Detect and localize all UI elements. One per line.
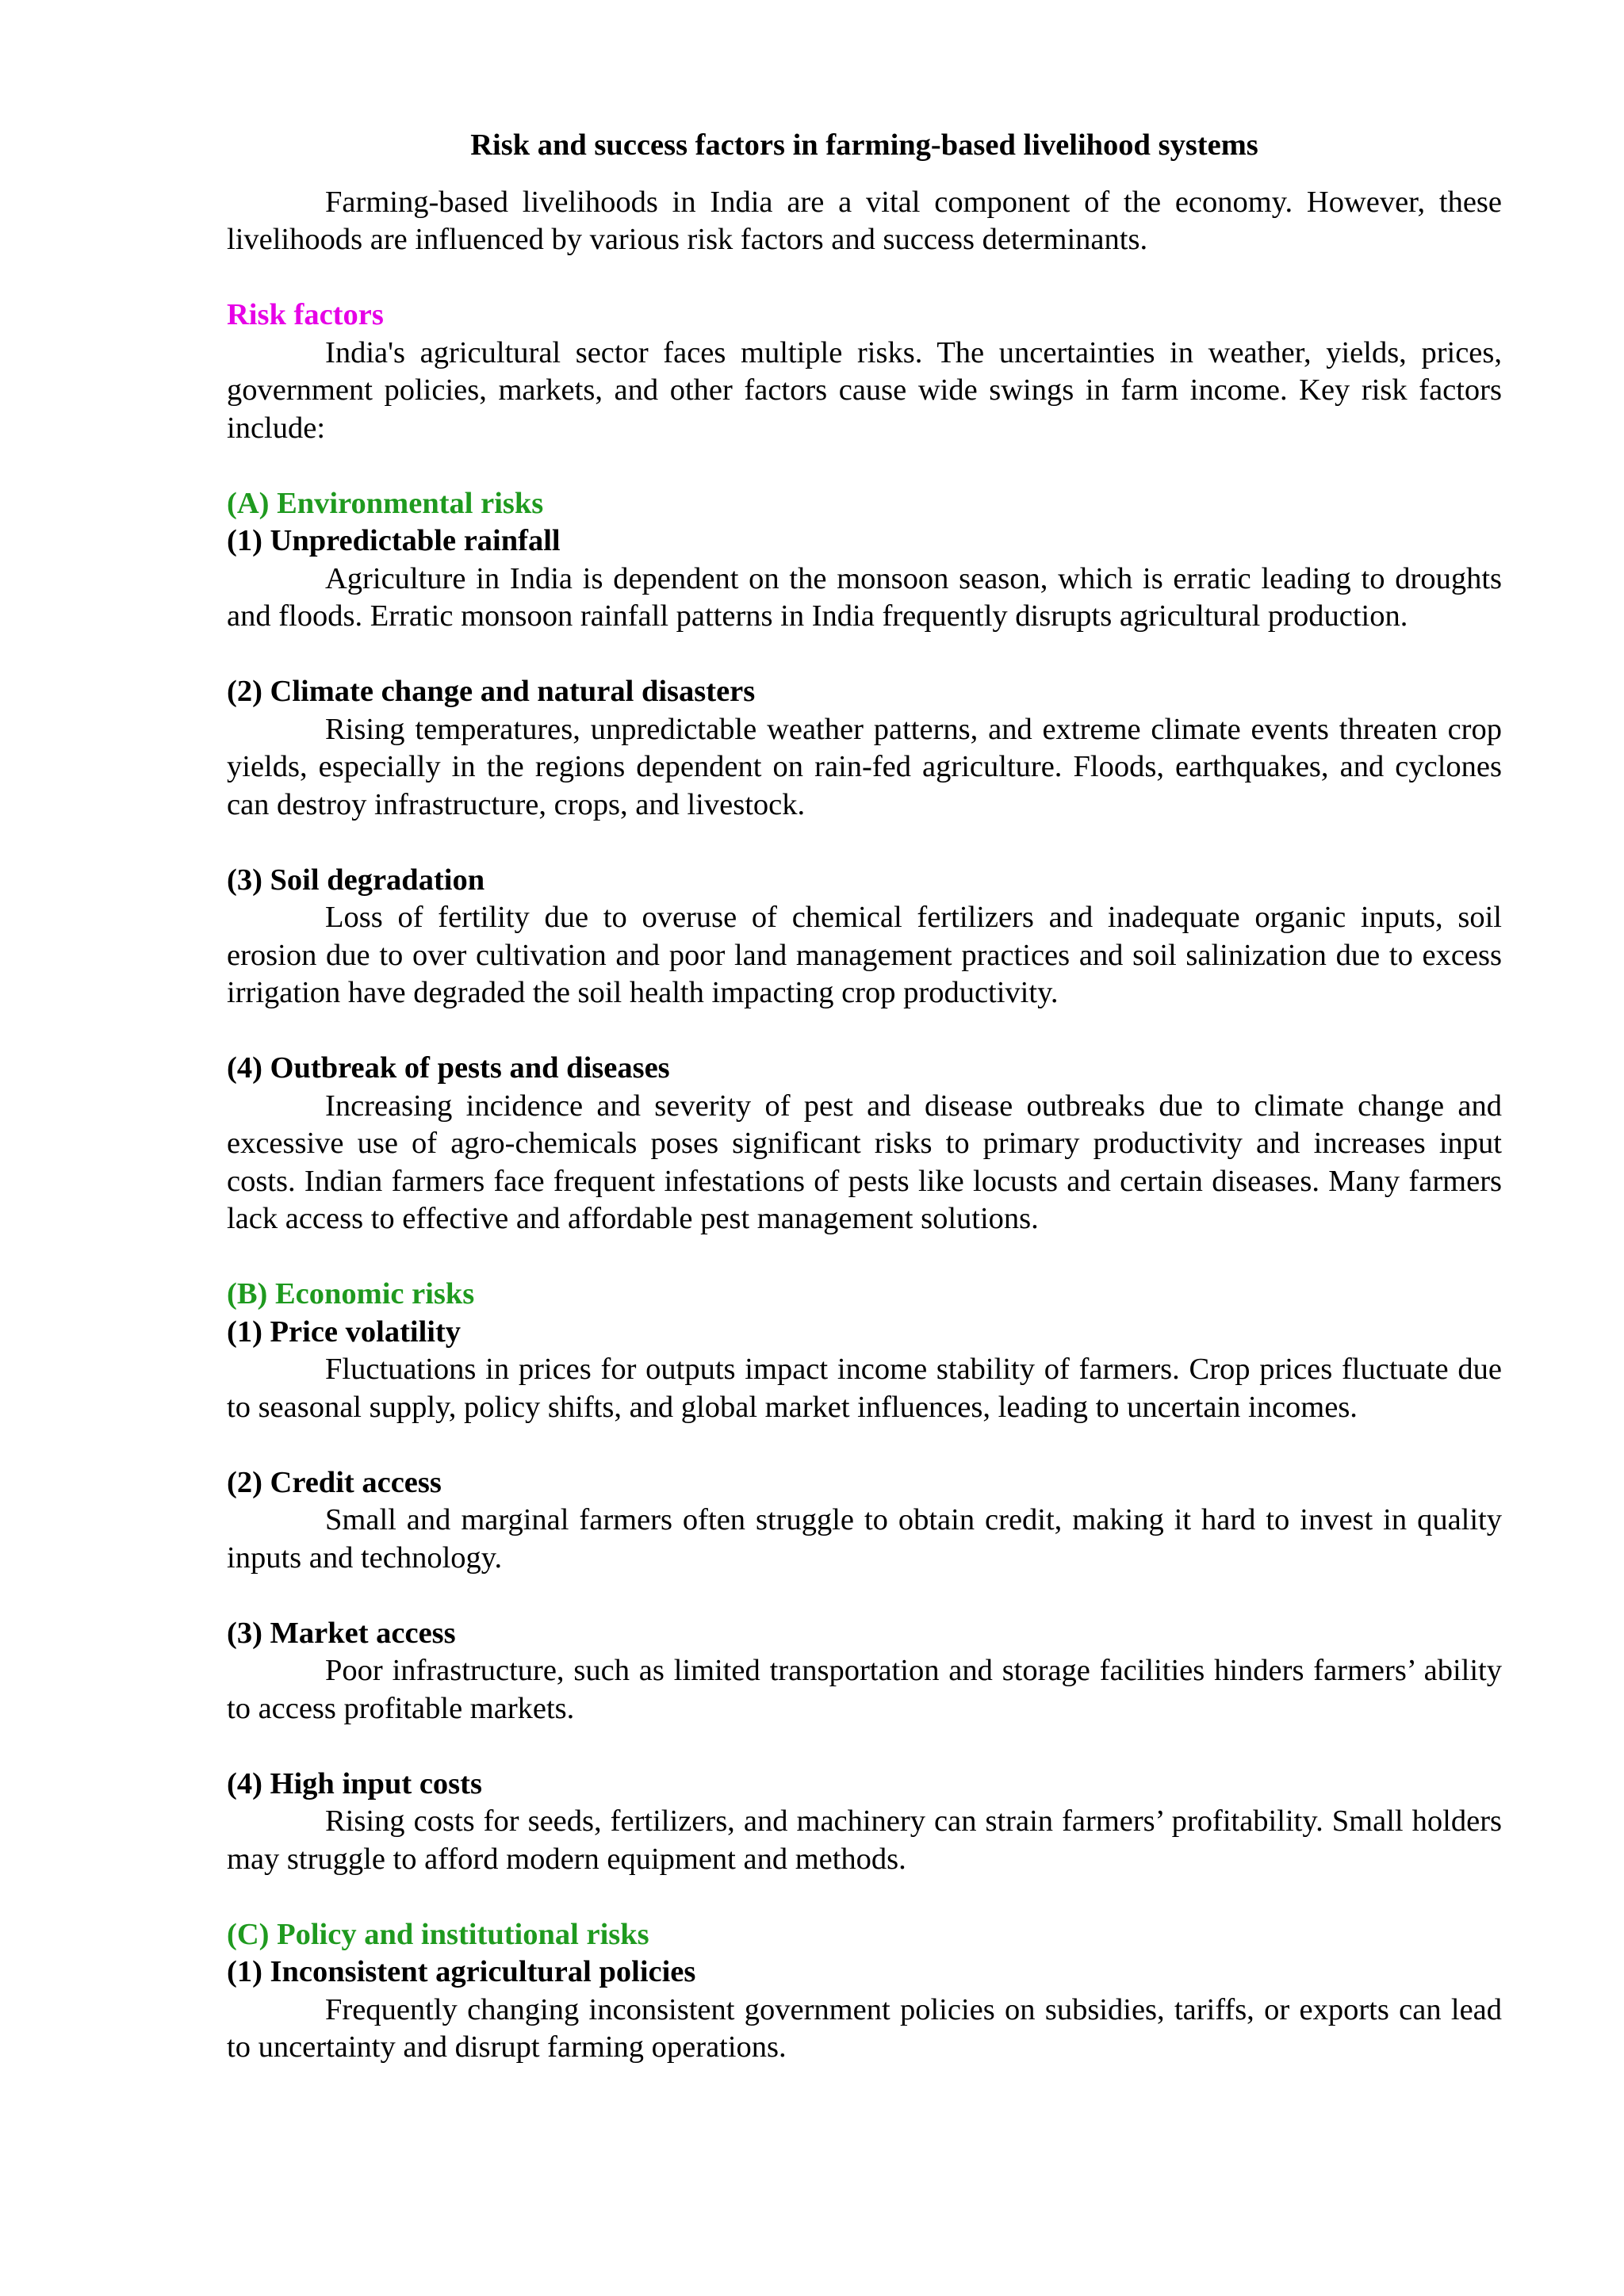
risk-factors-intro: India's agricultural sector faces multiple risks. The uncertainties in weather, yields, prices, government policies, markets, and other factors cause wide swings in farm income. Key risk factors include: [227, 335, 1502, 445]
paragraph: Small and marginal farmers often struggle to obtain credit, making it hard to invest in quality inputs and technology. [227, 1503, 1502, 1575]
document-page [227, 127, 1502, 2067]
subheading: (1) Price volatility [227, 1314, 462, 1349]
paragraph: Fluctuations in prices for outputs impact income stability of farmers. Crop prices fluctuate due to seasonal supply, policy shifts, and global market influences, leading to uncertain incomes. [227, 1353, 1502, 1424]
document-title: Risk and success factors in farming-based livelihood systems [470, 128, 1258, 162]
subheading: (3) Soil degradation [227, 863, 485, 897]
subheading: (2) Climate change and natural disasters [227, 675, 756, 708]
section-heading-policy: (C) Policy and institutional risks [227, 1917, 649, 1951]
paragraph: Loss of fertility due to overuse of chemical fertilizers and inadequate organic inputs, soil erosion due to over cultivation and poor land management practices and soil salinization due to excess irrigation have degraded the soil health impacting crop productivity. [227, 901, 1502, 1009]
paragraph: Frequently changing inconsistent government policies on subsidies, tariffs, or exports can lead to uncertainty and disrupt farming operations. [227, 1992, 1502, 2064]
subheading: (2) Credit access [227, 1465, 442, 1499]
risk-factors-heading: Risk factors [227, 298, 384, 331]
subheading: (4) High input costs [227, 1766, 482, 1800]
section-heading-environmental: (A) Environmental risks [227, 486, 544, 520]
subheading: (3) Market access [227, 1616, 456, 1650]
paragraph: Agriculture in India is dependent on the monsoon season, which is erratic leading to droughts and floods. Erratic monsoon rainfall patterns in India frequently disrupts agricultural production. [227, 561, 1502, 633]
paragraph: Rising temperatures, unpredictable weather patterns, and extreme climate events threaten crop yields, especially in the regions dependent on rain-fed agriculture. Floods, earthquakes, and cyclones can destroy infrastructure, crops, and livestock. [227, 712, 1502, 821]
intro-paragraph: Farming-based livelihoods in India are a vital component of the economy. However, these livelihoods are influenced by various risk factors and success determinants. [227, 185, 1502, 256]
paragraph: Increasing incidence and severity of pest and disease outbreaks due to climate change and excessive use of agro-chemicals poses significant risks to primary productivity and increases input costs. Indian farmers face frequent infestations of pests like locusts and certain diseases. Many farmers lack access to effective and affordable pest management solutions. [227, 1089, 1502, 1235]
paragraph: Poor infrastructure, such as limited transportation and storage facilities hinders farmers’ ability to access profitable markets. [227, 1654, 1502, 1725]
subheading: (1) Inconsistent agricultural policies [227, 1955, 696, 1988]
subheading: (4) Outbreak of pests and diseases [227, 1051, 670, 1085]
paragraph: Rising costs for seeds, fertilizers, and machinery can strain farmers’ profitability. Small holders may struggle to afford modern equipment and methods. [227, 1804, 1502, 1876]
subheading: (1) Unpredictable rainfall [227, 524, 561, 557]
section-heading-economic: (B) Economic risks [227, 1277, 475, 1311]
